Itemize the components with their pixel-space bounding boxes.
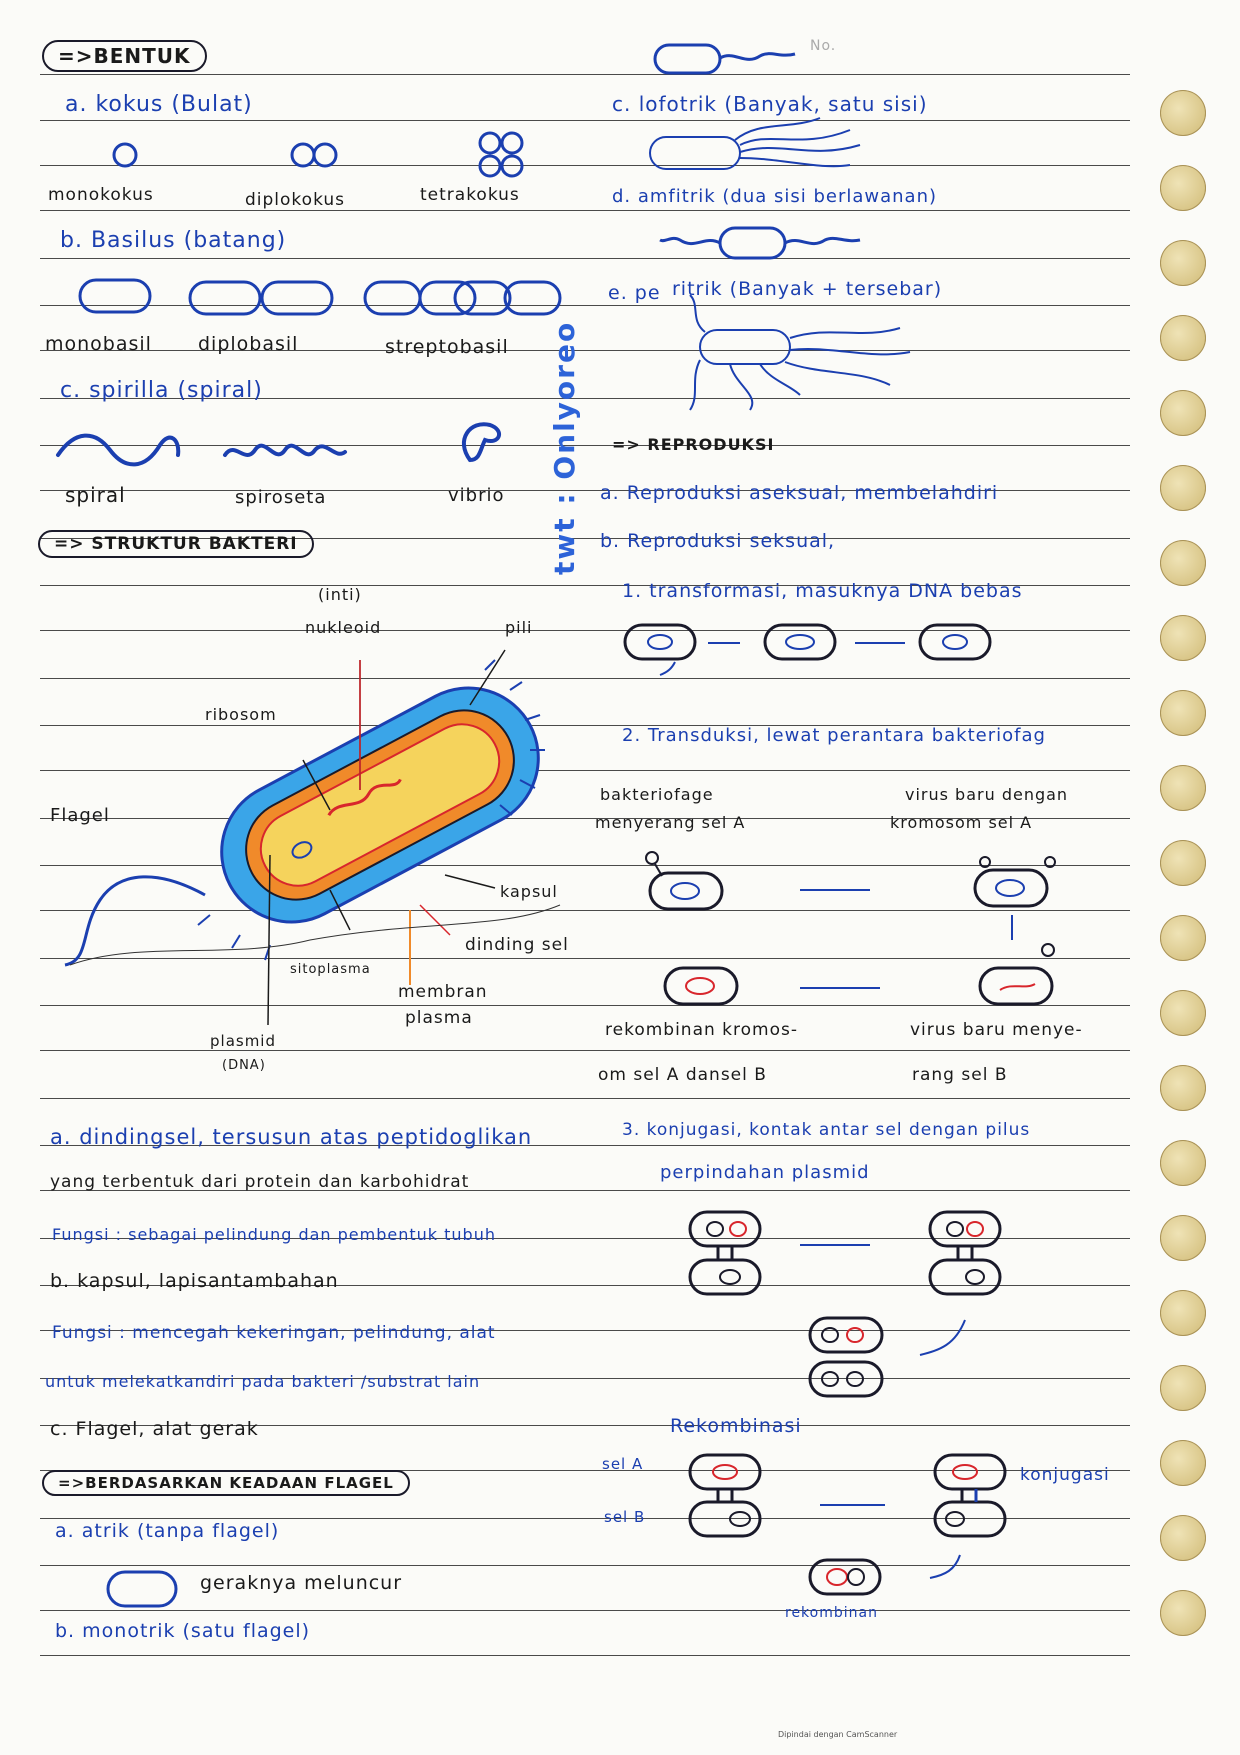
lofotrik-heading: c. lofotrik (Banyak, satu sisi) — [612, 92, 928, 116]
spirilla-heading: c. spirilla (spiral) — [60, 378, 263, 403]
note-dinding-sel-2: yang terbentuk dari protein dan karbohidrat — [50, 1172, 470, 1192]
atrik-note: geraknya meluncur — [200, 1572, 403, 1594]
label-sel-b: sel B — [604, 1508, 646, 1526]
peritrik-drawing — [690, 295, 910, 410]
scanner-footer: Dipindai dengan CamScanner — [778, 1730, 898, 1739]
monokokus-label: monokokus — [48, 185, 154, 205]
recombination-drawing — [690, 1455, 1005, 1594]
label-nukleoid: nukleoid — [305, 618, 382, 637]
label-dna: (DNA) — [222, 1058, 266, 1073]
label-rekombinan: rekombinan kromos- — [605, 1020, 798, 1040]
diplokokus-drawing — [292, 144, 336, 166]
note-kapsul-fungsi: Fungsi : mencegah kekeringan, pelindung, alat — [52, 1323, 496, 1343]
note-flagel: c. Flagel, alat gerak — [50, 1418, 259, 1440]
konjugasi-heading: 3. konjugasi, kontak antar sel dengan pilus — [622, 1120, 1031, 1140]
diplokokus-label: diplokokus — [245, 190, 346, 210]
note-kapsul: b. kapsul, lapisantambahan — [50, 1270, 339, 1292]
reproduksi-aseksual: a. Reproduksi aseksual, membelahdiri — [600, 482, 999, 504]
peritrik-heading: ritrik (Banyak + tersebar) — [672, 278, 943, 300]
conjugation-drawing — [690, 1212, 1000, 1396]
kokus-heading: a. kokus (Bulat) — [65, 92, 253, 117]
label-rekombinan-2: rekombinan — [785, 1605, 878, 1621]
amfitrik-drawing — [660, 228, 860, 258]
peritrik-heading-prefix: e. pe — [608, 282, 661, 304]
lofotrik-drawing — [650, 118, 860, 169]
label-menyerang: menyerang sel A — [595, 813, 746, 832]
label-rang-sel: rang sel B — [912, 1065, 1008, 1085]
page-number-label: No. — [810, 38, 837, 54]
tetrakokus-drawing — [480, 133, 522, 176]
spirilla-drawings — [58, 424, 499, 464]
note-kapsul-fungsi-2: untuk melekatkandiri pada bakteri /substrat lain — [45, 1372, 481, 1391]
section-struktur-title: => STRUKTUR BAKTERI — [38, 530, 314, 558]
amfitrik-heading: d. amfitrik (dua sisi berlawanan) — [612, 186, 938, 207]
transformation-drawing — [625, 625, 990, 675]
label-kromosom: kromosom sel A — [890, 813, 1033, 832]
transduction-drawing — [646, 852, 1055, 1004]
diplobasil-drawing — [190, 282, 332, 314]
label-virus-baru: virus baru dengan — [905, 785, 1069, 804]
spiroseta-label: spiroseta — [235, 487, 327, 508]
spiral-label: spiral — [65, 483, 126, 507]
monobasil-label: monobasil — [45, 333, 152, 355]
diplobasil-label: diplobasil — [198, 333, 299, 355]
label-plasma: plasma — [405, 1008, 473, 1028]
section-bentuk-title: =>BENTUK — [42, 40, 207, 72]
note-dinding-fungsi: Fungsi : sebagai pelindung dan pembentuk tubuh — [52, 1225, 496, 1244]
transduksi-heading: 2. Transduksi, lewat perantara bakteriofag — [622, 725, 1046, 746]
label-ribosom: ribosom — [205, 705, 277, 724]
transformasi-heading: 1. transformasi, masuknya DNA bebas — [622, 580, 1023, 602]
monobasil-drawing — [80, 280, 150, 312]
streptobasil-label: streptobasil — [385, 336, 509, 358]
note-dinding-sel: a. dindingsel, tersusun atas peptidoglikan — [50, 1125, 533, 1149]
monokokus-drawing — [114, 144, 136, 166]
atrik-heading: a. atrik (tanpa flagel) — [55, 1520, 280, 1542]
label-kapsul: kapsul — [500, 882, 558, 901]
label-plasmid: plasmid — [210, 1032, 276, 1050]
watermark: twt : Onlyoreo — [548, 320, 581, 575]
streptobasil-drawing — [365, 282, 560, 314]
label-konjugasi: konjugasi — [1020, 1465, 1110, 1485]
label-flagel: Flagel — [50, 805, 110, 826]
section-flagel-title: =>BERDASARKAN KEADAAN FLAGEL — [42, 1470, 410, 1496]
reproduksi-seksual: b. Reproduksi seksual, — [600, 530, 836, 552]
reproduksi-title: => REPRODUKSI — [612, 435, 775, 454]
label-virus-menyerang: virus baru menye- — [910, 1020, 1083, 1040]
vibrio-label: vibrio — [448, 485, 505, 506]
label-om-sel: om sel A dansel B — [598, 1065, 767, 1085]
label-membran: membran — [398, 982, 488, 1002]
tetrakokus-label: tetrakokus — [420, 185, 520, 205]
label-sitoplasma: sitoplasma — [290, 962, 371, 977]
label-rekombinasi: Rekombinasi — [670, 1415, 802, 1437]
basilus-heading: b. Basilus (batang) — [60, 228, 287, 253]
label-inti: (inti) — [318, 585, 362, 604]
atrik-drawing — [108, 1572, 176, 1606]
label-dinding-sel: dinding sel — [465, 935, 569, 955]
monotrik-top-drawing — [655, 45, 795, 73]
monotrik-heading: b. monotrik (satu flagel) — [55, 1620, 311, 1642]
label-pili: pili — [505, 618, 533, 637]
label-sel-a: sel A — [602, 1455, 644, 1473]
label-bakteriofage: bakteriofage — [600, 785, 714, 804]
label-perpindahan: perpindahan plasmid — [660, 1162, 870, 1183]
